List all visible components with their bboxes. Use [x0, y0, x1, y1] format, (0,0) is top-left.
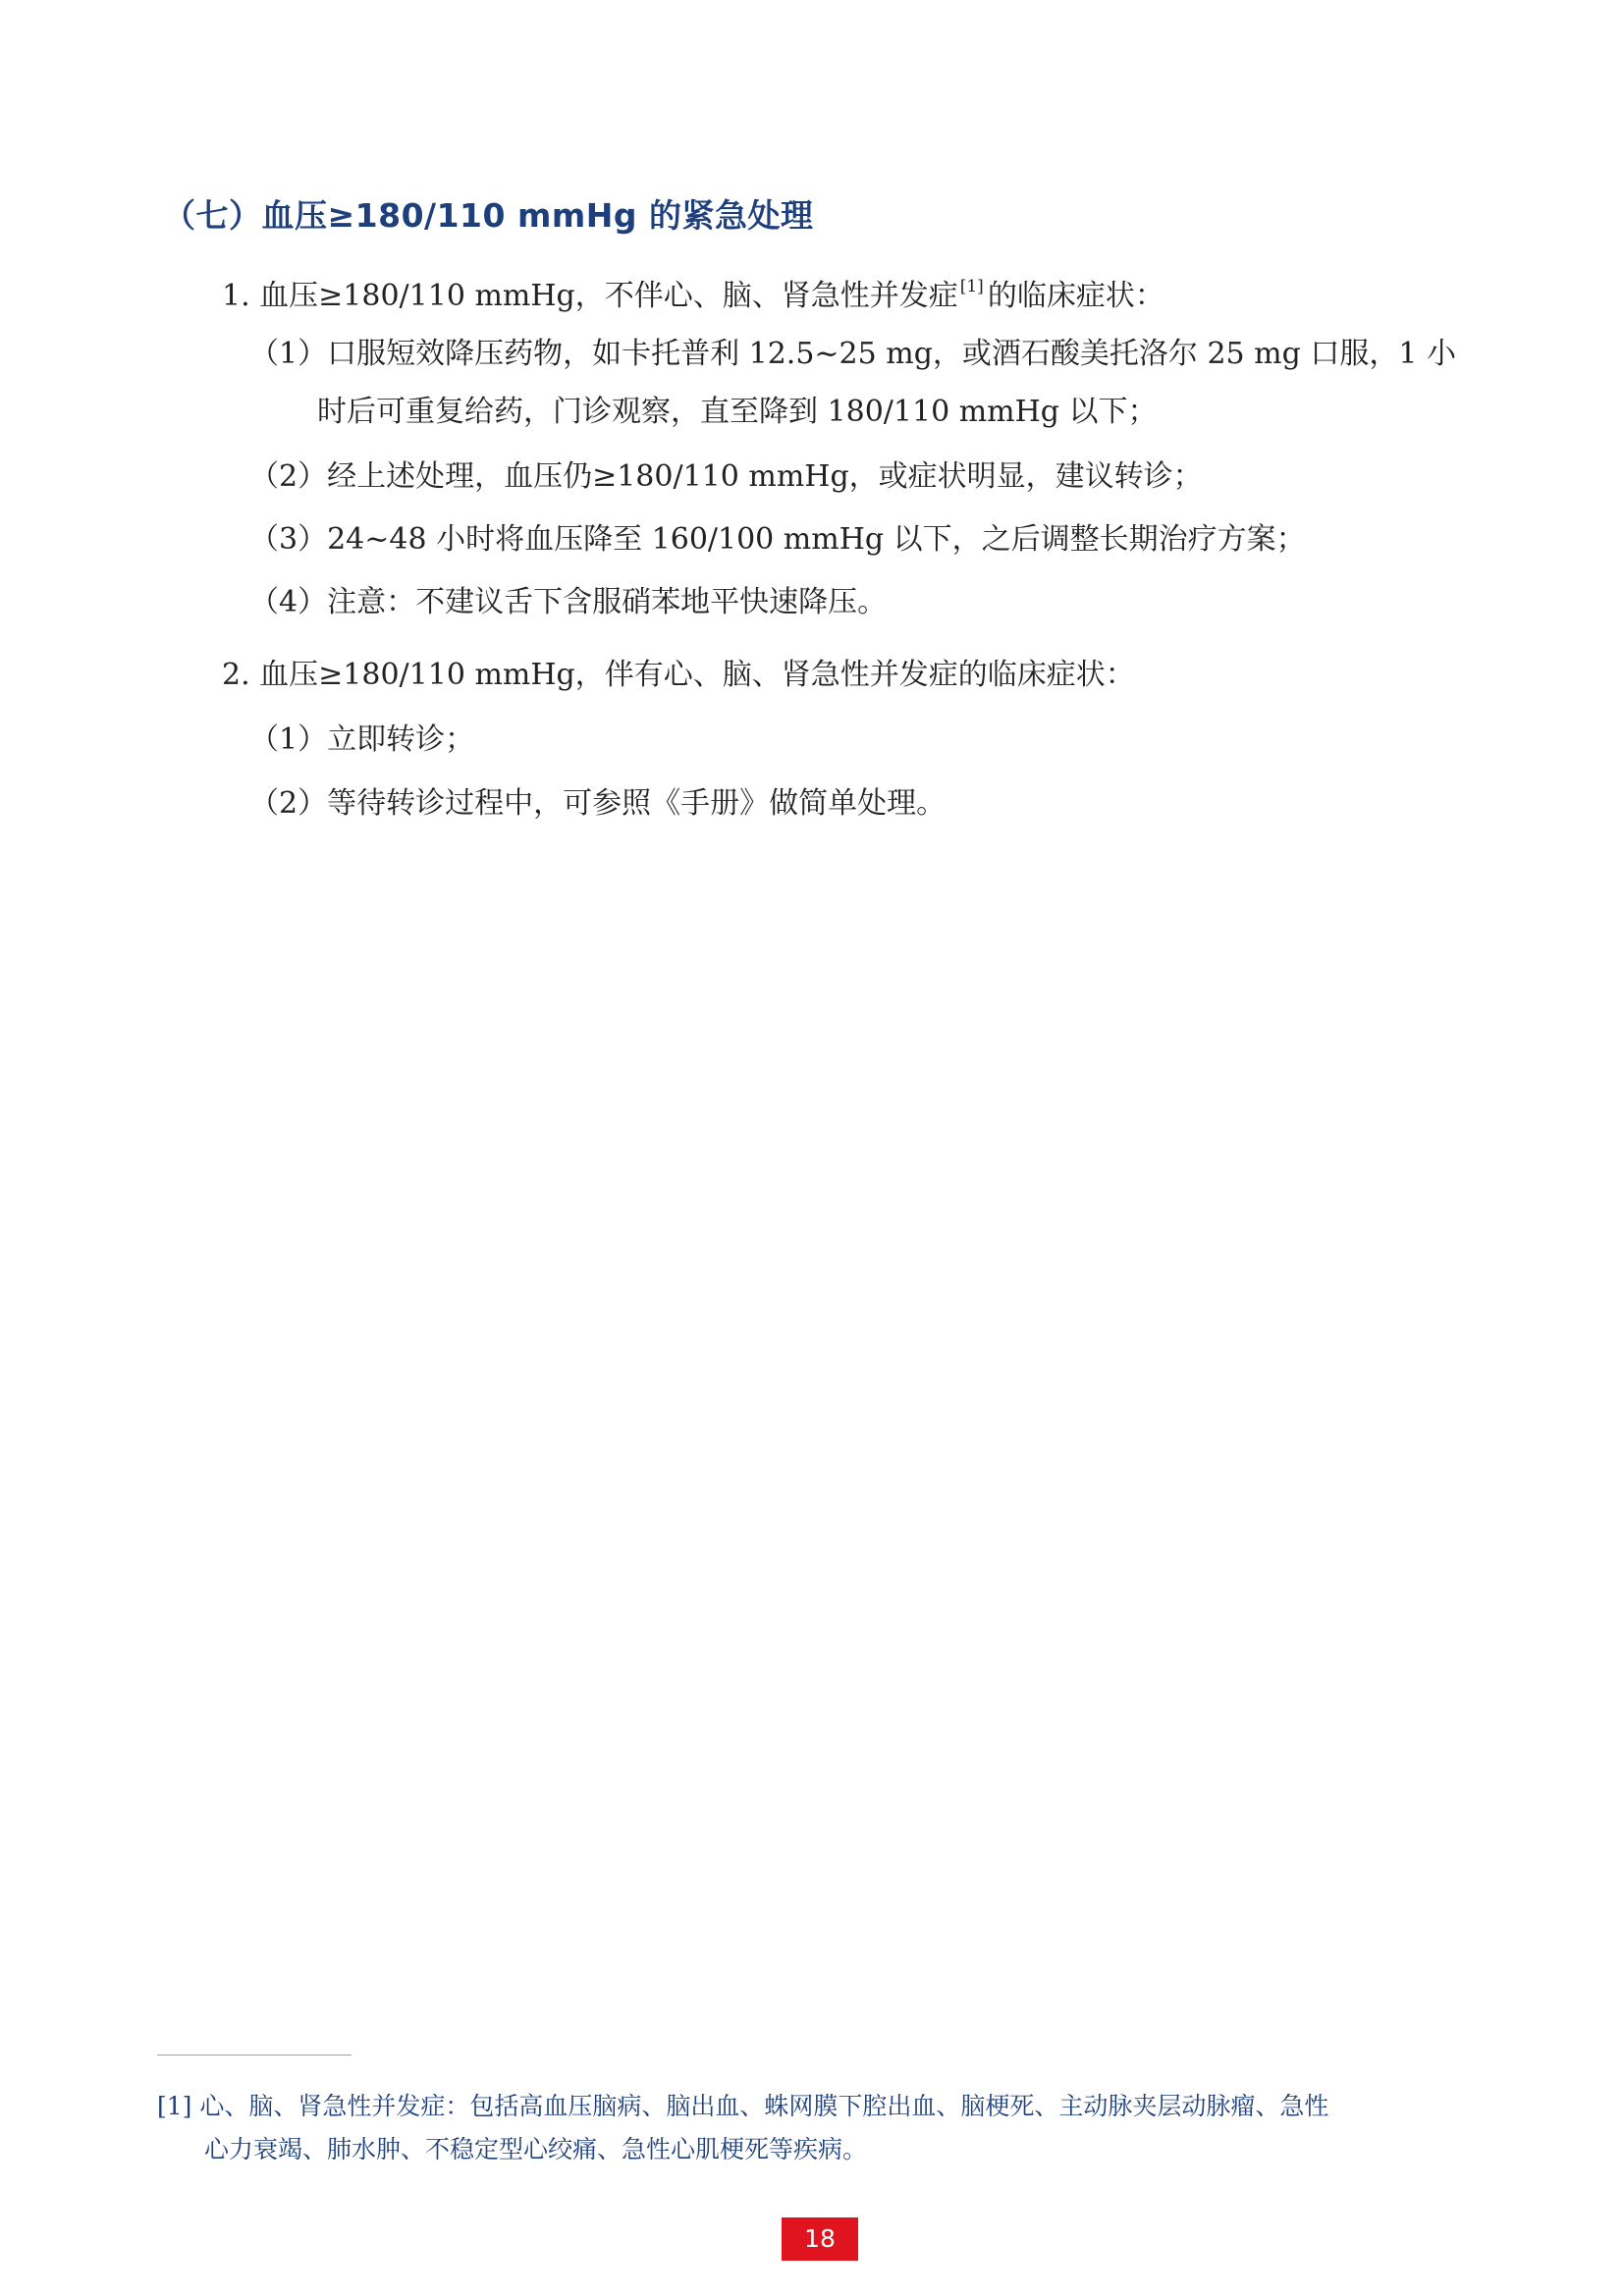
section-heading: （七）血压≥180/110 mmHg 的紧急处理: [163, 196, 814, 235]
footnote-reference[interactable]: [1]: [959, 277, 984, 296]
list-item: （2）经上述处理，血压仍≥180/110 mmHg，或症状明显，建议转诊；: [249, 459, 1203, 494]
list-item: （1）立即转诊；: [249, 722, 475, 757]
section1-lead-text: 1. 血压≥180/110 mmHg，不伴心、脑、肾急性并发症: [222, 279, 958, 313]
footnote-divider: [157, 2055, 352, 2056]
section2-lead: 2. 血压≥180/110 mmHg，伴有心、脑、肾急性并发症的临床症状：: [222, 658, 1135, 692]
footnote-line: 心力衰竭、肺水肿、不稳定型心绞痛、急性心肌梗死等疾病。: [204, 2135, 868, 2163]
list-item: （3）24~48 小时将血压降至 160/100 mmHg 以下，之后调整长期治疗方案；: [249, 522, 1306, 557]
list-item-continuation: 时后可重复给药，门诊观察，直至降到 180/110 mmHg 以下；: [317, 395, 1158, 429]
section1-lead-suffix: 的临床症状：: [987, 279, 1164, 313]
page-number-badge: 18: [782, 2217, 858, 2261]
section1-lead: [222, 267, 1164, 316]
list-item: （4）注意：不建议舌下含服硝苯地平快速降压。: [249, 585, 888, 619]
list-item: （1）口服短效降压药物，如卡托普利 12.5~25 mg，或酒石酸美托洛尔 25 mg 口服，1 小: [249, 337, 1456, 371]
list-item: （2）等待转诊过程中，可参照《手册》做简单处理。: [249, 786, 947, 821]
footnote-line: [1] 心、脑、肾急性并发症：包括高血压脑病、脑出血、蛛网膜下腔出血、脑梗死、主动脉夹层动脉瘤、急性: [157, 2092, 1329, 2120]
